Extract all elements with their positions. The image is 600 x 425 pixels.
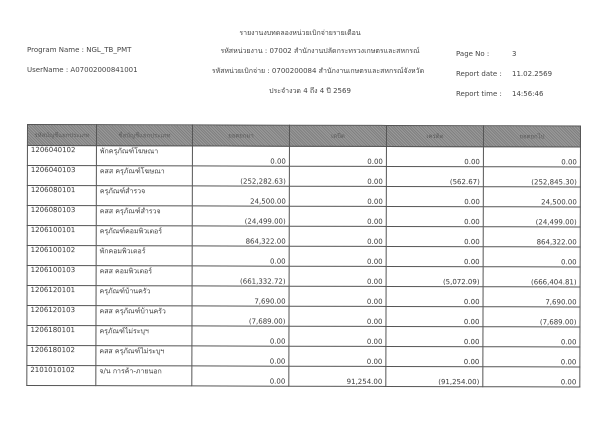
cell-opening-balance: 7,690.00	[192, 286, 289, 306]
cell-credit: 0.00	[386, 226, 483, 246]
cell-account-name: พักคอมพิวเตอร์	[96, 246, 192, 266]
table-row	[27, 366, 580, 387]
cell-debit: 0.00	[289, 306, 386, 326]
table-row	[27, 346, 580, 367]
cell-credit: 0.00	[386, 206, 483, 226]
report-title: รายงานงบทดลองหน่วยเบิกจ่ายรายเดือน	[239, 29, 361, 37]
cell-credit: 0.00	[386, 346, 483, 366]
cell-credit: 0.00	[386, 146, 483, 166]
column-header-opening-balance: ยอดยกมา	[192, 125, 289, 146]
cell-opening-balance: (252,282.63)	[192, 166, 289, 186]
cell-account-code: 1206100102	[27, 246, 96, 266]
table-header-row	[27, 125, 580, 147]
report-period: ประจำงวด 4 ถึง 4 ปี 2569	[269, 87, 351, 95]
table-row	[27, 226, 580, 247]
table-row	[27, 146, 580, 167]
cell-credit: (5,072.09)	[386, 266, 483, 286]
column-header-credit: เครดิต	[386, 125, 483, 146]
cell-account-code: 1206040103	[27, 166, 96, 186]
cell-closing-balance: (252,845.30)	[483, 167, 580, 187]
cell-opening-balance: 0.00	[192, 346, 289, 366]
cell-closing-balance: (24,499.00)	[483, 207, 580, 227]
cell-closing-balance: 0.00	[483, 347, 580, 367]
cell-account-code: 1206180101	[27, 326, 96, 346]
cell-opening-balance: 0.00	[192, 366, 289, 386]
cell-opening-balance: 864,322.00	[192, 226, 289, 246]
cell-debit: 0.00	[289, 326, 386, 346]
cell-closing-balance: 864,322.00	[483, 227, 580, 247]
cell-account-code: 1206100103	[27, 266, 96, 286]
table-row	[27, 246, 580, 267]
cell-credit: 0.00	[386, 246, 483, 266]
unit-code: รหัสหน่วยงาน : 07002 สำนักงานปลัดกระทรวงเกษตรและสหกรณ์	[220, 47, 420, 55]
program-name: Program Name : NGL_TB_PMT	[27, 46, 132, 54]
cell-account-name: ครุภัณฑ์สำรวจ	[96, 186, 192, 206]
cell-account-code: 1206120101	[27, 286, 96, 306]
cell-credit: 0.00	[386, 326, 483, 346]
cell-opening-balance: (7,689.00)	[192, 306, 289, 326]
cell-debit: 0.00	[289, 346, 386, 366]
cell-credit: 0.00	[386, 286, 483, 306]
report-date-label: Report date :	[456, 70, 502, 78]
cell-account-code: 2101010102	[27, 366, 96, 386]
cell-opening-balance: (661,332.72)	[192, 266, 289, 286]
table-row	[27, 306, 580, 327]
cell-credit: (91,254.00)	[386, 366, 483, 386]
cell-account-name: คสส ครุภัณฑ์บ้านครัว	[96, 306, 192, 326]
cell-debit: 0.00	[289, 286, 386, 306]
cell-opening-balance: 0.00	[192, 326, 289, 346]
report-time-label: Report time :	[456, 90, 502, 98]
cell-closing-balance: 0.00	[483, 147, 580, 167]
cell-credit: (562.67)	[386, 166, 483, 186]
cell-debit: 91,254.00	[289, 366, 386, 386]
cell-account-name: พักครุภัณฑ์โฆษณา	[96, 146, 192, 166]
cell-opening-balance: 24,500.00	[192, 186, 289, 206]
table-row	[27, 206, 580, 227]
cell-credit: 0.00	[386, 186, 483, 206]
column-header-closing-balance: ยอดยกไป	[483, 126, 580, 147]
page-number-label: Page No :	[456, 50, 490, 58]
cell-debit: 0.00	[289, 166, 386, 186]
cell-account-name: จ/น การค้า-ภายนอก	[96, 366, 192, 386]
trial-balance-table	[26, 124, 581, 387]
report-time-value: 14:56:46	[512, 90, 544, 98]
cell-debit: 0.00	[289, 206, 386, 226]
column-header-account-name: ชื่อบัญชีแยกประเภท	[96, 125, 192, 146]
cell-debit: 0.00	[289, 146, 386, 166]
cell-debit: 0.00	[289, 186, 386, 206]
cell-closing-balance: (666,404.81)	[483, 267, 580, 287]
cell-account-name: คสส ครุภัณฑ์ไม่ระบุฯ	[96, 346, 192, 366]
report-date-value: 11.02.2569	[512, 70, 553, 78]
cell-account-code: 1206040102	[27, 146, 96, 166]
cell-account-code: 1206080101	[27, 186, 96, 206]
cell-closing-balance: 0.00	[483, 247, 580, 267]
cell-debit: 0.00	[289, 226, 386, 246]
cell-debit: 0.00	[289, 246, 386, 266]
cell-account-name: ครุภัณฑ์ไม่ระบุฯ	[96, 326, 192, 346]
table-row	[27, 166, 580, 187]
table-row	[27, 186, 580, 207]
disbursement-unit-code: รหัสหน่วยเบิกจ่าย : 0700200084 สำนักงานเกษตรและสหกรณ์จังหวัด	[211, 67, 425, 75]
cell-account-name: คสส คอมพิวเตอร์	[96, 266, 192, 286]
user-name: UserName : A07002000841001	[27, 66, 138, 74]
cell-closing-balance: 7,690.00	[483, 287, 580, 307]
table-row	[27, 326, 580, 347]
cell-opening-balance: 0.00	[192, 246, 289, 266]
cell-account-code: 1206080103	[27, 206, 96, 226]
table-row	[27, 286, 580, 307]
cell-account-name: ครุภัณฑ์บ้านครัว	[96, 286, 192, 306]
cell-closing-balance: 0.00	[483, 327, 580, 347]
column-header-account-code: รหัสบัญชีแยกประเภท	[27, 125, 96, 146]
column-header-debit: เดบิต	[289, 125, 386, 146]
page-number-value: 3	[512, 50, 517, 58]
cell-closing-balance: 24,500.00	[483, 187, 580, 207]
cell-opening-balance: 0.00	[192, 146, 289, 166]
cell-closing-balance: (7,689.00)	[483, 307, 580, 327]
cell-closing-balance: 0.00	[483, 367, 580, 387]
cell-opening-balance: (24,499.00)	[192, 206, 289, 226]
cell-debit: 0.00	[289, 266, 386, 286]
cell-account-name: คสส ครุภัณฑ์สำรวจ	[96, 206, 192, 226]
cell-account-code: 1206180102	[27, 346, 96, 366]
cell-account-code: 1206120103	[27, 306, 96, 326]
cell-account-name: ครุภัณฑ์คอมพิวเตอร์	[96, 226, 192, 246]
cell-account-code: 1206100101	[27, 226, 96, 246]
cell-account-name: คสส ครุภัณฑ์โฆษณา	[96, 166, 192, 186]
table-row	[27, 266, 580, 287]
cell-credit: 0.00	[386, 306, 483, 326]
